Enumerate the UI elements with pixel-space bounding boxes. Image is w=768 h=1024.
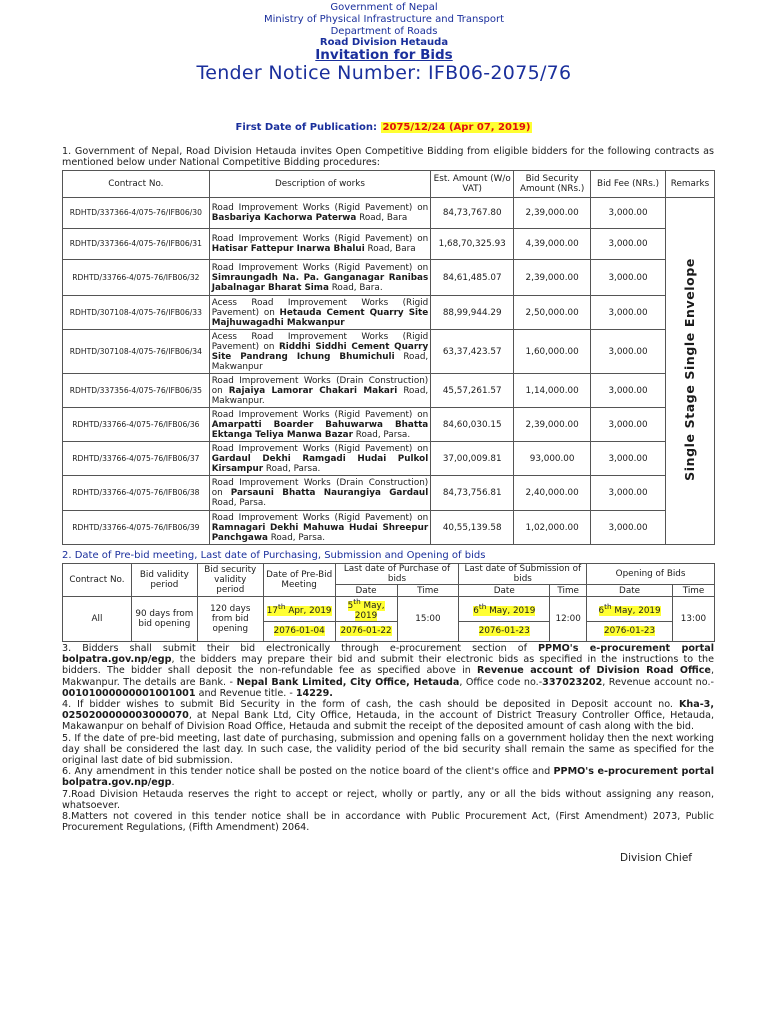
est-amount: 1,68,70,325.93 — [431, 229, 514, 260]
bid-fee: 3,000.00 — [591, 476, 666, 511]
bid-security-amount: 2,39,000.00 — [514, 260, 591, 296]
remarks-single-stage: Single Stage Single Envelope — [681, 258, 697, 481]
paragraph-6: 6. Any amendment in this tender notice shall be posted on the notice board of the client's office and PPMO's e-procurement portal bolpatra.gov.np/egp. — [62, 766, 714, 789]
submission-time: 12:00 — [550, 597, 587, 642]
bid-fee: 3,000.00 — [591, 408, 666, 442]
submission-date-np: 2076-01-23 — [459, 621, 550, 641]
paragraph-5: 5. If the date of pre-bid meeting, last date of purchasing, submission and opening falls on a government holiday then the next working day shall be considered the last day. In such case, the validity period of the bid security shall remain the same as specified for the original last date of bid submission. — [62, 732, 714, 767]
header-bid-validity: Bid validity period — [131, 564, 197, 597]
header-est-amount: Est. Amount (W/o VAT) — [431, 171, 514, 198]
bid-security-amount: 1,14,000.00 — [514, 374, 591, 408]
header-contract-no: Contract No. — [63, 171, 210, 198]
contracts-header-row — [63, 171, 715, 198]
work-description: Road Improvement Works (Drain Construction) on Rajaiya Lamorar Chakari Makari Road, Makwanpur. — [209, 374, 431, 408]
header-department: Department of Roads — [330, 26, 438, 37]
bid-fee: 3,000.00 — [591, 511, 666, 545]
tender-number: Tender Notice Number: IFB06-2075/76 — [196, 62, 572, 84]
header-invitation: Invitation for Bids — [315, 47, 453, 63]
est-amount: 84,60,030.15 — [431, 408, 514, 442]
purchase-date-np: 2076-01-22 — [335, 621, 397, 641]
est-amount: 45,57,261.57 — [431, 374, 514, 408]
table-row — [63, 511, 715, 545]
opening-date-en: 6th May, 2019 — [587, 597, 673, 622]
contract-no: RDHTD/337356-4/075-76/IFB06/35 — [63, 374, 210, 408]
contracts-table — [62, 170, 715, 545]
signature-division-chief: Division Chief — [620, 852, 692, 864]
purchase-time: 15:00 — [397, 597, 459, 642]
header-bid-fee: Bid Fee (NRs.) — [591, 171, 666, 198]
paragraphs-3-to-8 — [62, 643, 714, 833]
est-amount: 37,00,009.81 — [431, 442, 514, 476]
paragraph-1: 1. Government of Nepal, Road Division Hetauda invites Open Competitive Bidding from eligible bidders for the following contracts as mentioned below under National Competitive Bidding procedures: — [62, 146, 714, 169]
table-row — [63, 597, 715, 622]
purchase-date-en: 5th May, 2019 — [335, 597, 397, 622]
publication-date-line — [0, 122, 768, 133]
est-amount: 88,99,944.29 — [431, 296, 514, 330]
contract-no: RDHTD/337366-4/075-76/IFB06/31 — [63, 229, 210, 260]
bid-security-amount: 2,50,000.00 — [514, 296, 591, 330]
bid-fee: 3,000.00 — [591, 374, 666, 408]
bid-security-amount: 2,40,000.00 — [514, 476, 591, 511]
table-row — [63, 374, 715, 408]
est-amount: 40,55,139.58 — [431, 511, 514, 545]
contract-no: RDHTD/337366-4/075-76/IFB06/30 — [63, 198, 210, 229]
est-amount: 84,73,767.80 — [431, 198, 514, 229]
bid-fee: 3,000.00 — [591, 260, 666, 296]
prebid-date-en: 17th Apr, 2019 — [263, 597, 335, 622]
contract-no: RDHTD/33766-4/075-76/IFB06/36 — [63, 408, 210, 442]
work-description: Road Improvement Works (Rigid Pavement) on Hatisar Fattepur Inarwa Bhalui Road, Bara — [209, 229, 431, 260]
contract-no: RDHTD/33766-4/075-76/IFB06/38 — [63, 476, 210, 511]
table-row — [63, 229, 715, 260]
work-description: Acess Road Improvement Works (Rigid Pavement) on Riddhi Siddhi Cement Quarry Site Pandrang Ichung Bhumichuli Road, Makwanpur — [209, 330, 431, 374]
header-date: Date — [587, 585, 673, 597]
header-bid-security: Bid Security Amount (NRs.) — [514, 171, 591, 198]
opening-date-np: 2076-01-23 — [587, 621, 673, 641]
submission-date-en: 6th May, 2019 — [459, 597, 550, 622]
bid-security-amount: 2,39,000.00 — [514, 408, 591, 442]
table-row — [63, 330, 715, 374]
work-description: Road Improvement Works (Rigid Pavement) on Ramnagari Dekhi Mahuwa Hudai Shreepur Panchgawa Road, Parsa. — [209, 511, 431, 545]
header-time: Time — [397, 585, 459, 597]
header-date: Date — [335, 585, 397, 597]
contract-no: RDHTD/33766-4/075-76/IFB06/32 — [63, 260, 210, 296]
work-description: Acess Road Improvement Works (Rigid Pavement) on Hetauda Cement Quarry Site Majhuwagadhi Makwanpur — [209, 296, 431, 330]
header-time: Time — [672, 585, 714, 597]
bid-fee: 3,000.00 — [591, 442, 666, 476]
publication-date: 2075/12/24 (Apr 07, 2019) — [382, 122, 531, 133]
contract-no: RDHTD/33766-4/075-76/IFB06/39 — [63, 511, 210, 545]
header-contract-no: Contract No. — [63, 564, 132, 597]
publication-label: First Date of Publication: — [235, 122, 381, 133]
remarks-cell — [665, 198, 714, 545]
bid-validity: 90 days from bid opening — [131, 597, 197, 642]
header-description: Description of works — [209, 171, 431, 198]
table-row — [63, 476, 715, 511]
bid-security-amount: 4,39,000.00 — [514, 229, 591, 260]
work-description: Road Improvement Works (Rigid Pavement) on Gardaul Dekhi Ramgadi Hudai Pulkol Kirsampur Road, Parsa. — [209, 442, 431, 476]
work-description: Road Improvement Works (Rigid Pavement) on Simraungadh Na. Pa. Ganganagar Ranibas Jabalnagar Bharat Sima Road, Bara. — [209, 260, 431, 296]
bid-fee: 3,000.00 — [591, 229, 666, 260]
bid-fee: 3,000.00 — [591, 296, 666, 330]
header-remarks: Remarks — [665, 171, 714, 198]
header-last-submission: Last date of Submission of bids — [459, 564, 587, 585]
contract-no: RDHTD/33766-4/075-76/IFB06/37 — [63, 442, 210, 476]
table-row — [63, 198, 715, 229]
table-row — [63, 408, 715, 442]
bid-security-amount: 93,000.00 — [514, 442, 591, 476]
table-row — [63, 296, 715, 330]
header-division: Road Division Hetauda — [319, 37, 449, 48]
bid-security-amount: 1,02,000.00 — [514, 511, 591, 545]
header-ministry: Ministry of Physical Infrastructure and Transport — [263, 14, 505, 25]
table-row — [63, 442, 715, 476]
bid-fee: 3,000.00 — [591, 198, 666, 229]
work-description: Road Improvement Works (Rigid Pavement) on Amarpatti Boarder Bahuwarwa Bhatta Ektanga Teliya Manwa Bazar Road, Parsa. — [209, 408, 431, 442]
work-description: Road Improvement Works (Drain Construction) on Parsauni Bhatta Naurangiya Gardaul Road, Parsa. — [209, 476, 431, 511]
est-amount: 84,73,756.81 — [431, 476, 514, 511]
section-2-title: 2. Date of Pre-bid meeting, Last date of Purchasing, Submission and Opening of bids — [62, 550, 486, 561]
table-row — [63, 260, 715, 296]
contract-no: RDHTD/307108-4/075-76/IFB06/33 — [63, 296, 210, 330]
contract-all: All — [63, 597, 132, 642]
bid-security-amount: 2,39,000.00 — [514, 198, 591, 229]
bid-dates-table — [62, 563, 715, 642]
work-description: Road Improvement Works (Rigid Pavement) on Basbariya Kachorwa Paterwa Road, Bara — [209, 198, 431, 229]
header-prebid-meeting: Date of Pre-Bid Meeting — [263, 564, 335, 597]
contract-no: RDHTD/307108-4/075-76/IFB06/34 — [63, 330, 210, 374]
header-last-purchase: Last date of Purchase of bids — [335, 564, 459, 585]
header-date: Date — [459, 585, 550, 597]
bid-security-amount: 1,60,000.00 — [514, 330, 591, 374]
paragraph-8: 8.Matters not covered in this tender notice shall be in accordance with Public Procurement Act, (First Amendment) 2073, Public Procurement Regulations, (Fifth Amendment) 2064. — [62, 811, 714, 834]
header-security-validity: Bid security validity period — [197, 564, 263, 597]
paragraph-3: 3. Bidders shall submit their bid electronically through e-procurement section of PPMO's e-procurement portal bolpatra.gov.np/egp, the bidders may prepare their bid and submit their electronic bids as specified in the instructions to the bidders. The bidder shall deposit the non-refundable fee as specified above in Revenue account of Division Road Office, Makwanpur. The details are Bank. - Nepal Bank Limited, City Office, Hetauda, Office code no.-337023202, Revenue account no.- 00101000000001001001 and Revenue title. - 14229. — [62, 643, 714, 699]
security-validity: 120 days from bid opening — [197, 597, 263, 642]
bid-fee: 3,000.00 — [591, 330, 666, 374]
est-amount: 63,37,423.57 — [431, 330, 514, 374]
prebid-date-np: 2076-01-04 — [263, 621, 335, 641]
opening-time: 13:00 — [672, 597, 714, 642]
paragraph-4: 4. If bidder wishes to submit Bid Security in the form of cash, the cash should be deposited in Deposit account no. Kha-3, 0250200000003000070, at Nepal Bank Ltd, City Office, Hetauda, in the account of District Treasury Controller Office, Hetauda, Makawanpur on behalf of Division Road Office, Hetauda and submit the receipt of the deposited amount of cash along with the bid. — [62, 699, 714, 733]
header-opening: Opening of Bids — [587, 564, 715, 585]
header-government: Government of Nepal — [330, 2, 438, 13]
est-amount: 84,61,485.07 — [431, 260, 514, 296]
paragraph-7: 7.Road Division Hetauda reserves the right to accept or reject, wholly or partly, any or all the bids without assigning any reason, whatsoever. — [62, 788, 714, 811]
header-time: Time — [550, 585, 587, 597]
